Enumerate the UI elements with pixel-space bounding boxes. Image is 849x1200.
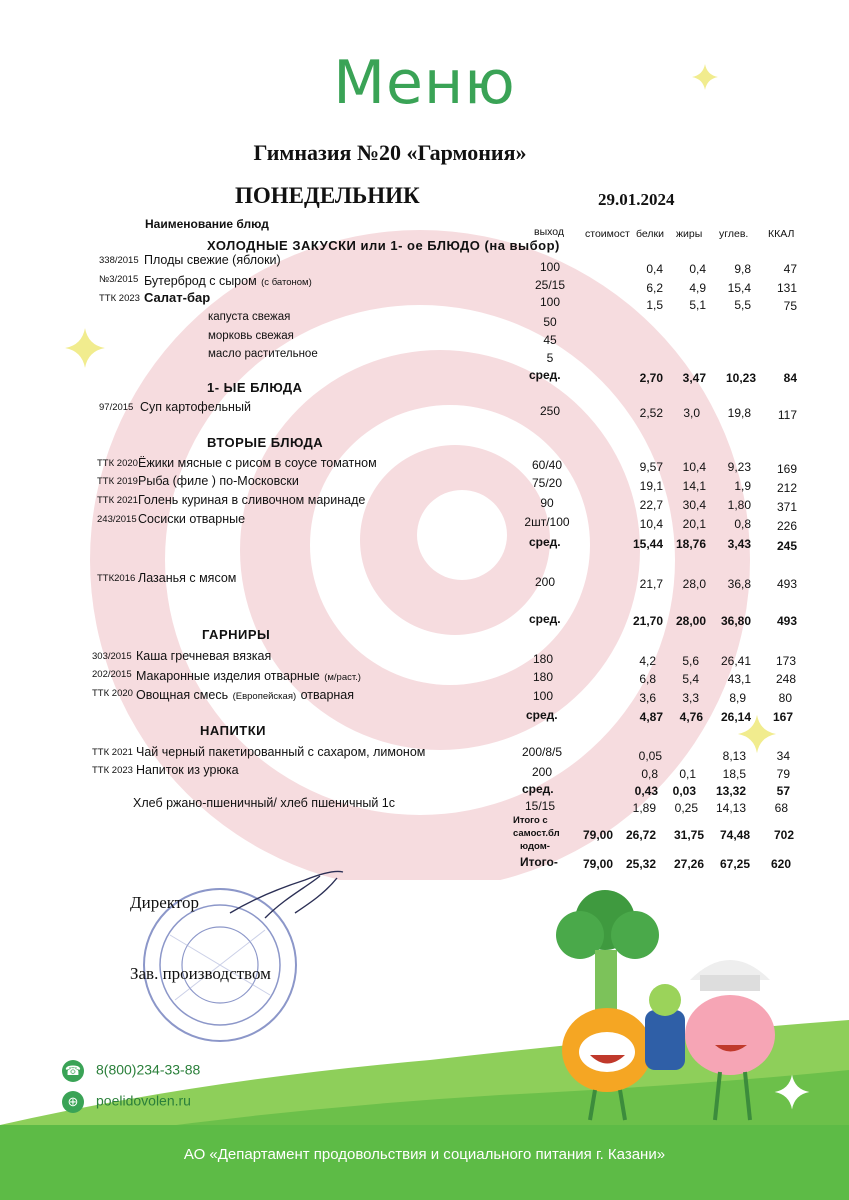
globe-icon: ⊕ bbox=[62, 1091, 84, 1113]
average-label: сред. bbox=[529, 612, 561, 626]
dish-output: 200 bbox=[531, 765, 553, 779]
dish-code: 97/2015 bbox=[99, 402, 134, 413]
dish-kcal: 169 bbox=[776, 462, 797, 476]
dish-output: 250 bbox=[539, 404, 561, 418]
contact-website[interactable] bbox=[62, 1091, 191, 1113]
dish-carbs: 36,8 bbox=[727, 577, 751, 591]
dish-protein: 21,7 bbox=[639, 577, 663, 591]
avg-carbs: 36,80 bbox=[720, 614, 751, 628]
school-name: Гимназия №20 «Гармония» bbox=[253, 140, 527, 165]
dish-output: 15/15 bbox=[524, 799, 556, 813]
dish-protein: 1,5 bbox=[646, 298, 663, 312]
dish-output: 100 bbox=[532, 689, 554, 703]
dish-fat: 10,4 bbox=[682, 460, 706, 474]
signature-production: Зав. производством bbox=[130, 964, 271, 983]
dish-output: 60/40 bbox=[531, 458, 563, 472]
dish-output: 200 bbox=[534, 575, 556, 589]
dish-fat: 5,4 bbox=[682, 672, 699, 686]
total-carbs: 74,48 bbox=[719, 828, 750, 842]
phone-number: 8(800)234-33-88 bbox=[96, 1061, 201, 1078]
dish-fat: 3,3 bbox=[682, 691, 699, 705]
dish-fat: 14,1 bbox=[682, 479, 706, 493]
avg-protein: 15,44 bbox=[632, 537, 663, 551]
dish-carbs: 14,13 bbox=[715, 801, 746, 815]
ingredient-output: 5 bbox=[546, 351, 554, 365]
dish-code: ТТК2016 bbox=[97, 573, 136, 584]
dish-protein: 10,4 bbox=[639, 517, 663, 531]
avg-kcal: 84 bbox=[783, 371, 797, 385]
dish-fat: 4,9 bbox=[689, 281, 706, 295]
dish-code: ТТК 2021 bbox=[92, 747, 133, 758]
dish-fat: 20,1 bbox=[682, 517, 706, 531]
avg-fat: 28,00 bbox=[675, 614, 706, 628]
header-fat: жиры bbox=[676, 228, 703, 240]
website-link: poelidovolen.ru bbox=[96, 1092, 191, 1109]
dish-name: Овощная смесь bbox=[136, 688, 229, 702]
avg-carbs: 13,32 bbox=[715, 784, 746, 798]
dish-carbs: 5,5 bbox=[734, 298, 751, 312]
dish-name: Суп картофельный bbox=[140, 400, 251, 414]
dish-kcal: 79 bbox=[776, 767, 790, 781]
dish-carbs: 1,9 bbox=[734, 479, 751, 493]
dish-name: Чай черный пакетированный с сахаром, лимоном bbox=[136, 745, 426, 759]
dish-name-wrap bbox=[144, 272, 312, 290]
ingredient-name: капуста свежая bbox=[208, 311, 291, 323]
dish-name: Хлеб ржано-пшеничный/ хлеб пшеничный 1с bbox=[133, 796, 395, 810]
dish-code: №3/2015 bbox=[99, 274, 139, 285]
dish-name: Ёжики мясные с рисом в соусе томатном bbox=[138, 456, 377, 470]
avg-fat: 0,03 bbox=[672, 784, 696, 798]
dish-protein: 6,2 bbox=[646, 281, 663, 295]
dish-carbs: 1,80 bbox=[727, 498, 751, 512]
avg-carbs: 26,14 bbox=[720, 710, 751, 724]
dish-output: 180 bbox=[532, 670, 554, 684]
dish-output: 2шт/100 bbox=[524, 515, 570, 529]
dish-name-wrap bbox=[136, 686, 354, 704]
dish-fat: 28,0 bbox=[682, 577, 706, 591]
total-fat: 31,75 bbox=[673, 828, 704, 842]
total-protein: 25,32 bbox=[625, 857, 656, 871]
signature-director: Директор bbox=[130, 893, 199, 912]
dish-fat: 3,0 bbox=[683, 406, 700, 420]
total-kcal: 702 bbox=[773, 828, 794, 842]
total-label-1: Итого с bbox=[513, 815, 548, 826]
vegetable-mascots bbox=[535, 880, 805, 1125]
total-fat: 27,26 bbox=[673, 857, 704, 871]
dish-carbs: 9,8 bbox=[734, 262, 751, 276]
total-kcal: 620 bbox=[770, 857, 791, 871]
dish-note: (Европейская) bbox=[232, 691, 297, 702]
dish-kcal: 173 bbox=[775, 654, 796, 668]
dish-code: ТТК 2021 bbox=[97, 495, 138, 506]
dish-name: Рыба (филе ) по-Московски bbox=[138, 474, 299, 488]
dish-output: 100 bbox=[539, 260, 561, 274]
header-carbs: углев. bbox=[719, 228, 749, 240]
dish-code: 338/2015 bbox=[99, 255, 139, 266]
dish-output: 25/15 bbox=[534, 278, 566, 292]
dish-carbs: 18,5 bbox=[722, 767, 746, 781]
avg-protein: 4,87 bbox=[639, 710, 663, 724]
total-cost: 79,00 bbox=[582, 828, 613, 842]
avg-fat: 3,47 bbox=[682, 371, 706, 385]
dish-note: (м/раст.) bbox=[324, 672, 361, 683]
dish-code: ТТК 2020 bbox=[92, 688, 133, 699]
dish-name: Голень куриная в сливочном маринаде bbox=[138, 493, 366, 507]
total-protein: 26,72 bbox=[625, 828, 656, 842]
dish-kcal: 212 bbox=[776, 481, 797, 495]
total-carbs: 67,25 bbox=[719, 857, 750, 871]
dish-fat: 0,25 bbox=[674, 801, 698, 815]
dish-kcal: 117 bbox=[777, 408, 797, 422]
ingredient-output: 45 bbox=[543, 333, 557, 347]
dish-protein: 19,1 bbox=[639, 479, 663, 493]
average-label: сред. bbox=[522, 782, 554, 796]
dish-protein: 0,05 bbox=[638, 749, 662, 763]
dish-carbs: 0,8 bbox=[734, 517, 751, 531]
header-cost: стоимост bbox=[585, 228, 630, 240]
menu-title: Меню bbox=[333, 48, 516, 118]
section-first: 1- ЫЕ БЛЮДА bbox=[207, 380, 303, 395]
dish-protein: 0,8 bbox=[641, 767, 658, 781]
dish-protein: 0,4 bbox=[646, 262, 663, 276]
dish-code: ТТК 2019 bbox=[97, 476, 138, 487]
section-cold: ХОЛОДНЫЕ ЗАКУСКИ или 1- ое БЛЮДО (на выбор) bbox=[207, 238, 560, 253]
avg-protein: 21,70 bbox=[632, 614, 663, 628]
dish-protein: 22,7 bbox=[639, 498, 663, 512]
dish-name: Плоды свежие (яблоки) bbox=[144, 253, 281, 267]
sparkle-icon bbox=[62, 325, 108, 371]
dish-output: 200/8/5 bbox=[521, 745, 563, 759]
dish-name: Лазанья с мясом bbox=[138, 571, 237, 585]
dish-name: Напиток из урюка bbox=[136, 763, 239, 777]
header-output: выход bbox=[534, 226, 564, 238]
menu-date: 29.01.2024 bbox=[598, 190, 675, 209]
phone-icon: ☎ bbox=[62, 1060, 84, 1082]
avg-carbs: 3,43 bbox=[727, 537, 751, 551]
avg-kcal: 167 bbox=[772, 710, 793, 724]
day-of-week: ПОНЕДЕЛЬНИК bbox=[235, 183, 420, 208]
total-label-2: самост.бл bbox=[513, 828, 560, 839]
dish-code: 243/2015 bbox=[97, 514, 137, 525]
contact-phone[interactable] bbox=[62, 1060, 200, 1082]
dish-kcal: 248 bbox=[775, 672, 796, 686]
average-label: сред. bbox=[526, 708, 558, 722]
avg-fat: 18,76 bbox=[675, 537, 706, 551]
dish-kcal: 493 bbox=[776, 577, 797, 591]
footer-org: АО «Департамент продовольствия и социального питания г. Казани» bbox=[183, 1146, 666, 1163]
dish-code: 202/2015 bbox=[92, 669, 132, 680]
dish-kcal: 131 bbox=[776, 281, 797, 295]
dish-protein: 3,6 bbox=[639, 691, 656, 705]
dish-output: 100 bbox=[539, 295, 561, 309]
dish-kcal: 47 bbox=[783, 262, 797, 276]
avg-kcal: 245 bbox=[776, 539, 797, 553]
average-label: сред. bbox=[529, 535, 561, 549]
dish-kcal: 68 bbox=[774, 801, 788, 815]
avg-fat: 4,76 bbox=[679, 710, 703, 724]
dish-kcal: 34 bbox=[776, 749, 790, 763]
dish-protein: 9,57 bbox=[639, 460, 663, 474]
dish-carbs: 8,13 bbox=[722, 749, 746, 763]
avg-kcal: 57 bbox=[776, 784, 790, 798]
total-label: Итого- bbox=[520, 855, 558, 869]
ingredient-name: масло растительное bbox=[208, 348, 318, 360]
dish-output: 75/20 bbox=[531, 476, 563, 490]
dish-code: ТТК 2020 bbox=[97, 458, 138, 469]
dish-fat: 5,1 bbox=[689, 298, 706, 312]
dish-name-suffix: отварная bbox=[300, 688, 355, 702]
dish-output: 90 bbox=[540, 496, 554, 510]
dish-name: Макаронные изделия отварные bbox=[136, 669, 320, 683]
avg-kcal: 493 bbox=[776, 614, 797, 628]
ingredient-name: морковь свежая bbox=[208, 330, 294, 342]
dish-code: ТТК 2023 bbox=[99, 293, 140, 304]
dish-carbs: 8,9 bbox=[729, 691, 746, 705]
dish-protein: 1,89 bbox=[632, 801, 656, 815]
dish-carbs: 43,1 bbox=[727, 672, 751, 686]
dish-protein: 6,8 bbox=[639, 672, 656, 686]
signature bbox=[225, 868, 355, 928]
dish-carbs: 19,8 bbox=[727, 406, 751, 420]
dish-name: Салат-бар bbox=[144, 290, 211, 305]
dish-fat: 0,4 bbox=[689, 262, 706, 276]
sparkle-icon bbox=[772, 1072, 812, 1112]
dish-carbs: 9,23 bbox=[727, 460, 751, 474]
dish-protein: 4,2 bbox=[639, 654, 656, 668]
dish-name: Бутерброд с сыром bbox=[144, 274, 257, 288]
dish-fat: 0,1 bbox=[679, 767, 696, 781]
avg-protein: 2,70 bbox=[639, 371, 663, 385]
dish-name-wrap bbox=[136, 667, 361, 685]
dish-carbs: 15,4 bbox=[727, 281, 751, 295]
total-cost: 79,00 bbox=[582, 857, 613, 871]
dish-name: Каша гречневая вязкая bbox=[136, 649, 272, 663]
dish-protein: 2,52 bbox=[639, 406, 663, 420]
dish-kcal: 371 bbox=[776, 500, 797, 514]
dish-fat: 30,4 bbox=[682, 498, 706, 512]
avg-carbs: 10,23 bbox=[725, 371, 756, 385]
avg-protein: 0,43 bbox=[634, 784, 658, 798]
dish-note: (с батоном) bbox=[261, 277, 312, 288]
section-drinks: НАПИТКИ bbox=[200, 723, 267, 738]
header-kcal: ККАЛ bbox=[768, 228, 795, 240]
ingredient-output: 50 bbox=[543, 315, 557, 329]
header-protein: белки bbox=[636, 228, 664, 240]
dish-code: 303/2015 bbox=[92, 651, 132, 662]
dish-code: ТТК 2023 bbox=[92, 765, 133, 776]
dish-name: Сосиски отварные bbox=[138, 512, 246, 526]
section-garnish: ГАРНИРЫ bbox=[202, 627, 271, 642]
section-second: ВТОРЫЕ БЛЮДА bbox=[207, 435, 324, 450]
dish-fat: 5,6 bbox=[682, 654, 699, 668]
dish-kcal: 75 bbox=[783, 299, 797, 313]
total-label-3: юдом- bbox=[520, 841, 550, 852]
header-dish-name: Наименование блюд bbox=[145, 217, 269, 231]
average-label: сред. bbox=[529, 368, 561, 382]
dish-carbs: 26,41 bbox=[720, 654, 751, 668]
dish-kcal: 226 bbox=[776, 519, 797, 533]
dish-kcal: 80 bbox=[778, 691, 792, 705]
dish-output: 180 bbox=[532, 652, 554, 666]
